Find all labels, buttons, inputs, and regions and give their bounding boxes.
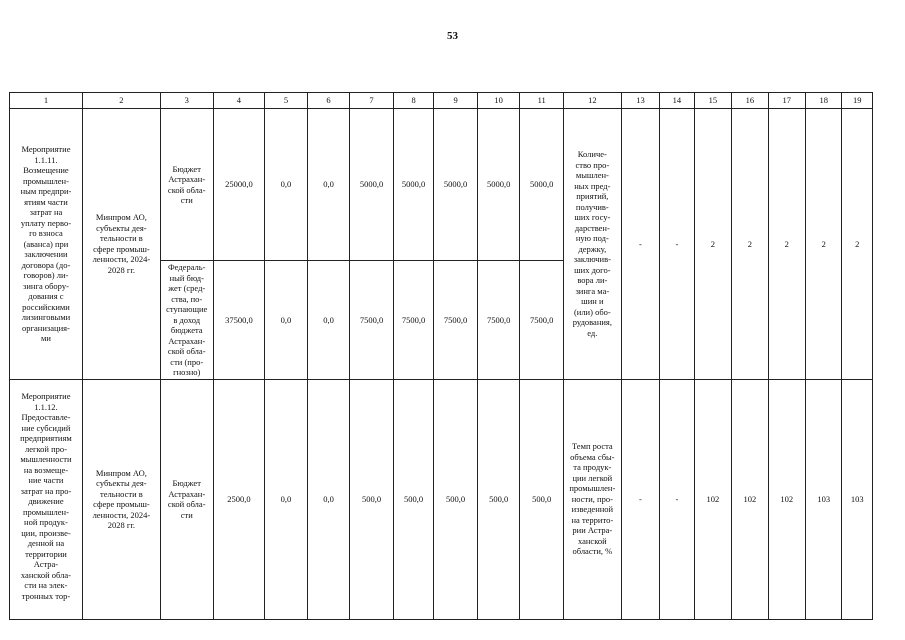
value-cell: 5000,0 [434, 109, 478, 261]
value-cell: 102 [768, 379, 805, 619]
value-cell: 7500,0 [393, 261, 434, 380]
table-row [10, 379, 873, 619]
value-cell: 2 [842, 109, 873, 380]
col-num: 13 [621, 93, 659, 109]
value-cell: 2 [732, 109, 768, 380]
col-num: 9 [434, 93, 478, 109]
value-cell: 2 [806, 109, 842, 380]
value-cell: - [621, 109, 659, 380]
col-num: 19 [842, 93, 873, 109]
value-cell: 500,0 [350, 379, 394, 619]
value-cell: 500,0 [477, 379, 520, 619]
page-number: 53 [447, 30, 458, 42]
table-row [10, 109, 873, 261]
value-cell: 0,0 [265, 379, 308, 619]
value-cell: 500,0 [434, 379, 478, 619]
measure-cell [10, 379, 83, 619]
col-num: 8 [393, 93, 434, 109]
value-cell: 25000,0 [213, 109, 265, 261]
col-num: 5 [265, 93, 308, 109]
value-cell: 0,0 [265, 261, 308, 380]
value-cell: 5000,0 [393, 109, 434, 261]
measure-text: Мероприятие 1.1.12. Предоставле- ние субсидий предприятиям легкой про- мышленности на возмеще- ние части затрат на про- движение промышлен- ной продук- ции, произве- денной на территории Астра- ханской обла- сти на элек- тронных тор- [20, 391, 72, 601]
col-num: 1 [10, 93, 83, 109]
measure-cell: Мероприятие 1.1.11. Возмещение промышлен- ным предпри- ятиям части затрат на уплату перво- го взноса (аванса) при заключении договора (до- говоров) ли- зинга обору- дования с российскими лизинговыми организация- ми [10, 109, 83, 380]
value-cell: 500,0 [393, 379, 434, 619]
value-cell: - [660, 109, 694, 380]
value-cell: 0,0 [307, 261, 350, 380]
value-cell: 0,0 [307, 379, 350, 619]
indicator-cell: Количе- ство про- мышлен- ных пред- приятий, получив- ших госу- дарствен- ную под- держку, заключив- ших дого- вора ли- зинга ма- шин и (или) обо- рудования, ед. [563, 109, 621, 380]
funding-source-cell: Федераль- ный бюд- жет (сред- ства, по- ступающие в доход бюджета Астрахан- ской обла- сти (про- гнозно) [160, 261, 213, 380]
program-table [9, 92, 873, 620]
col-num: 7 [350, 93, 394, 109]
value-cell: 0,0 [265, 109, 308, 261]
col-num: 16 [732, 93, 768, 109]
value-cell: 0,0 [307, 109, 350, 261]
value-cell: 5000,0 [350, 109, 394, 261]
column-number-row [10, 93, 873, 109]
col-num: 11 [520, 93, 564, 109]
value-cell: 103 [842, 379, 873, 619]
col-num: 17 [768, 93, 805, 109]
value-cell: 7500,0 [350, 261, 394, 380]
col-num: 14 [660, 93, 694, 109]
col-num: 15 [694, 93, 731, 109]
col-num: 3 [160, 93, 213, 109]
value-cell: 7500,0 [520, 261, 564, 380]
executor-cell: Минпром АО, субъекты дея- тельности в сфере промыш- ленности, 2024- 2028 гг. [82, 379, 160, 619]
value-cell: 37500,0 [213, 261, 265, 380]
value-cell: 500,0 [520, 379, 564, 619]
col-num: 4 [213, 93, 265, 109]
value-cell: 2500,0 [213, 379, 265, 619]
indicator-cell: Темп роста объема сбы- та продук- ции легкой промышлен- ности, про- изведенной на террито- рии Астра- ханской области, % [563, 379, 621, 619]
col-num: 12 [563, 93, 621, 109]
value-cell: 103 [806, 379, 842, 619]
value-cell: - [660, 379, 694, 619]
value-cell: 102 [694, 379, 731, 619]
funding-source-cell: Бюджет Астрахан- ской обла- сти [160, 109, 213, 261]
funding-source-cell: Бюджет Астрахан- ской обла- сти [160, 379, 213, 619]
value-cell: - [621, 379, 659, 619]
col-num: 6 [307, 93, 350, 109]
col-num: 10 [477, 93, 520, 109]
value-cell: 2 [768, 109, 805, 380]
value-cell: 7500,0 [477, 261, 520, 380]
value-cell: 102 [732, 379, 768, 619]
value-cell: 5000,0 [477, 109, 520, 261]
value-cell: 5000,0 [520, 109, 564, 261]
value-cell: 2 [694, 109, 731, 380]
executor-cell: Минпром АО, субъекты дея- тельности в сфере промыш- ленности, 2024- 2028 гг. [82, 109, 160, 380]
col-num: 18 [806, 93, 842, 109]
value-cell: 7500,0 [434, 261, 478, 380]
col-num: 2 [82, 93, 160, 109]
